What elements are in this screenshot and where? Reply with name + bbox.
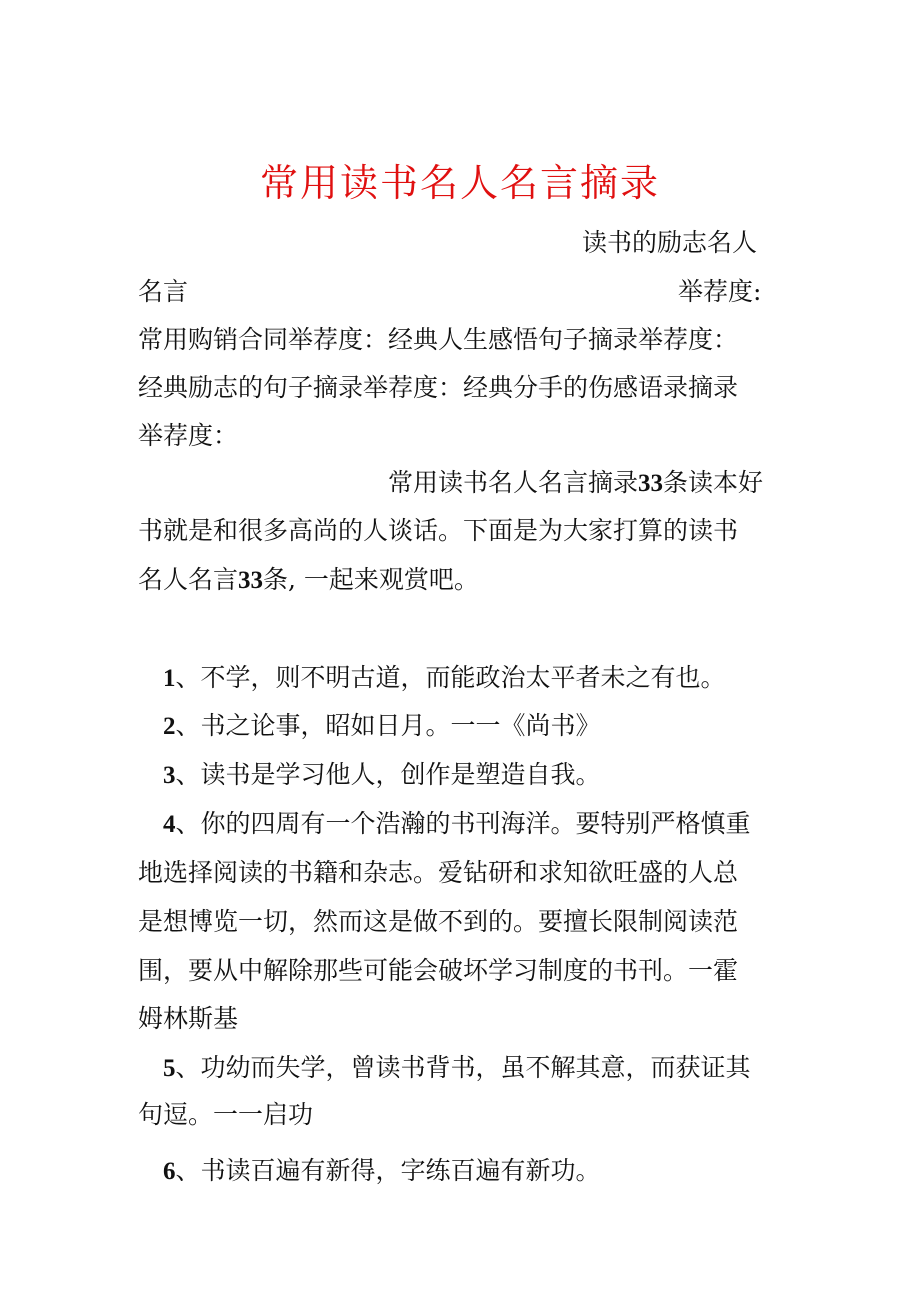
header-line-3: 常用购销合同举荐度：经典人生感悟句子摘录举荐度：	[138, 325, 739, 354]
intro-line-3	[138, 567, 479, 593]
quote-4-line-5: 姆林斯基	[138, 1004, 239, 1033]
quote-1	[163, 665, 726, 691]
quote-number: 1	[163, 665, 176, 692]
quote-text: 、你的四周有一个浩瀚的书刊海洋。要特别严格慎重	[175, 809, 751, 838]
quote-3	[163, 762, 601, 788]
intro-line-3-tail: 条, 一起来观赏吧。	[263, 565, 479, 594]
intro-count-2: 33	[238, 567, 264, 594]
header-line-4: 经典励志的句子摘录举荐度：经典分手的伤感语录摘录	[138, 373, 739, 402]
quote-text: 、书之论事，昭如日月。一一《尚书》	[175, 711, 601, 740]
intro-line-3-text: 名人名言	[138, 565, 239, 594]
header-line-2-right: 举荐度:	[678, 277, 762, 306]
quote-6	[163, 1158, 601, 1184]
quote-number: 5	[163, 1055, 176, 1082]
intro-line-1	[388, 470, 763, 496]
page-title: 常用读书名人名言摘录	[259, 161, 660, 205]
quote-text: 、书读百遍有新得，字练百遍有新功。	[175, 1156, 601, 1185]
quote-5-line-2: 句逗。一一启功	[138, 1100, 314, 1129]
quote-text: 、读书是学习他人，创作是塑造自我。	[175, 760, 601, 789]
quote-number: 2	[163, 713, 176, 740]
intro-line-1-tail: 条读本好	[663, 468, 764, 497]
header-line-5: 举荐度：	[138, 421, 239, 450]
quote-number: 3	[163, 762, 176, 789]
quote-number: 4	[163, 811, 176, 838]
quote-4-line-4: 围，要从中解除那些可能会破坏学习制度的书刊。一霍	[138, 956, 739, 985]
quote-4-line-3: 是想博览一切，然而这是做不到的。要擅长限制阅读范	[138, 907, 739, 936]
intro-line-1-text: 常用读书名人名言摘录	[388, 468, 639, 497]
quote-number: 6	[163, 1158, 176, 1185]
quote-4-line-2: 地选择阅读的书籍和杂志。爱钻研和求知欲旺盛的人总	[138, 858, 739, 887]
intro-line-2: 书就是和很多高尚的人谈话。下面是为大家打算的读书	[138, 516, 739, 545]
quote-text: 、功幼而失学，曾读书背书，虽不解其意，而获证其	[175, 1053, 751, 1082]
quote-text: 、不学，则不明古道，而能政治太平者未之有也。	[175, 663, 726, 692]
header-line-2-left: 名言	[138, 277, 189, 306]
quote-5	[163, 1055, 751, 1081]
quote-2	[163, 713, 601, 739]
header-line-1: 读书的励志名人	[582, 228, 758, 257]
intro-count: 33	[638, 470, 664, 497]
quote-4	[163, 811, 751, 837]
